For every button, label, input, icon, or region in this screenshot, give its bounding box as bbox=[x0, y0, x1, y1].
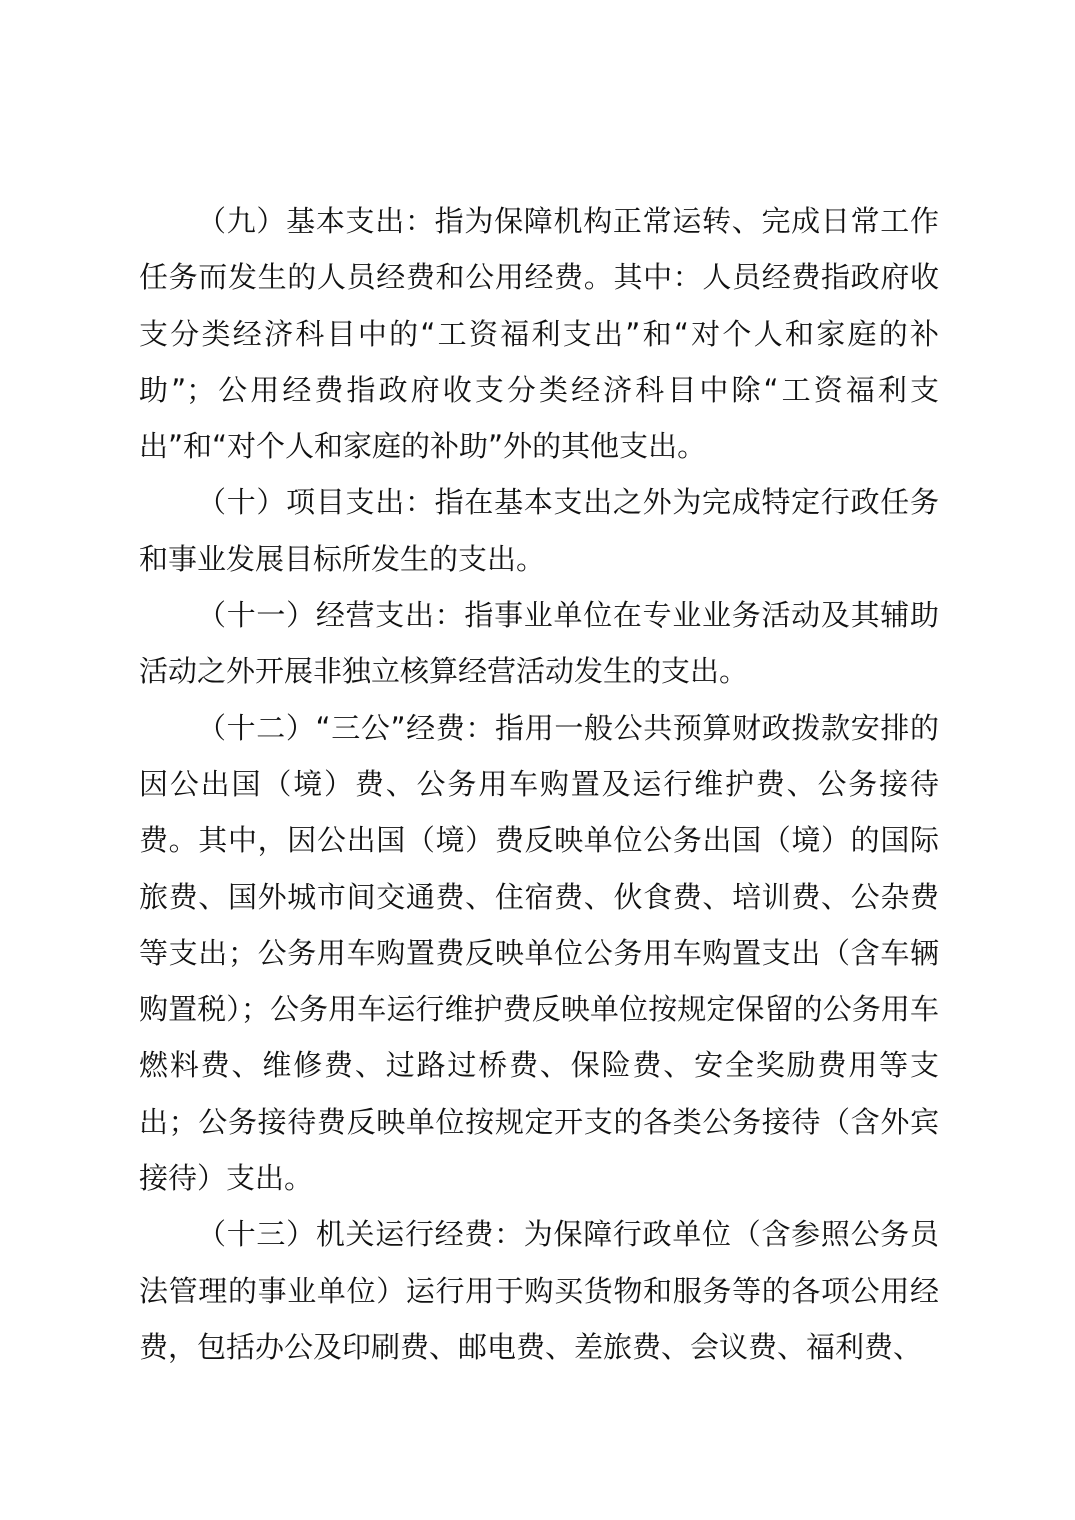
paragraph-agency-operating-funds: （十三）机关运行经费：为保障行政单位（含参照公务员法管理的事业单位）运行用于购买货物和服务等的各项公用经费，包括办公及印刷费、邮电费、差旅费、会议费、福利费、 bbox=[139, 1217, 939, 1364]
paragraph-basic-expenditure: （九）基本支出：指为保障机构正常运转、完成日常工作任务而发生的人员经费和公用经费。其中：人员经费指政府收支分类经济科目中的“工资福利支出”和“对个人和家庭的补助”；公用经费指政府收支分类经济科目中除“工资福利支出”和“对个人和家庭的补助”外的其他支出。 bbox=[139, 204, 939, 464]
document-body bbox=[139, 193, 939, 1375]
paragraph-operating-expenditure: （十一）经营支出：指事业单位在专业业务活动及其辅助活动之外开展非独立核算经营活动发生的支出。 bbox=[139, 598, 939, 689]
paragraph-three-public-funds: （十二）“三公”经费：指用一般公共预算财政拨款安排的因公出国（境）费、公务用车购置及运行维护费、公务接待费。其中，因公出国（境）费反映单位公务出国（境）的国际旅费、国外城市间交通费、住宿费、伙食费、培训费、公杂费等支出；公务用车购置费反映单位公务用车购置支出（含车辆购置税）；公务用车运行维护费反映单位按规定保留的公务用车燃料费、维修费、过路过桥费、保险费、安全奖励费用等支出；公务接待费反映单位按规定开支的各类公务接待（含外宾接待）支出。 bbox=[139, 710, 939, 1196]
paragraph-project-expenditure: （十）项目支出：指在基本支出之外为完成特定行政任务和事业发展目标所发生的支出。 bbox=[139, 485, 939, 576]
